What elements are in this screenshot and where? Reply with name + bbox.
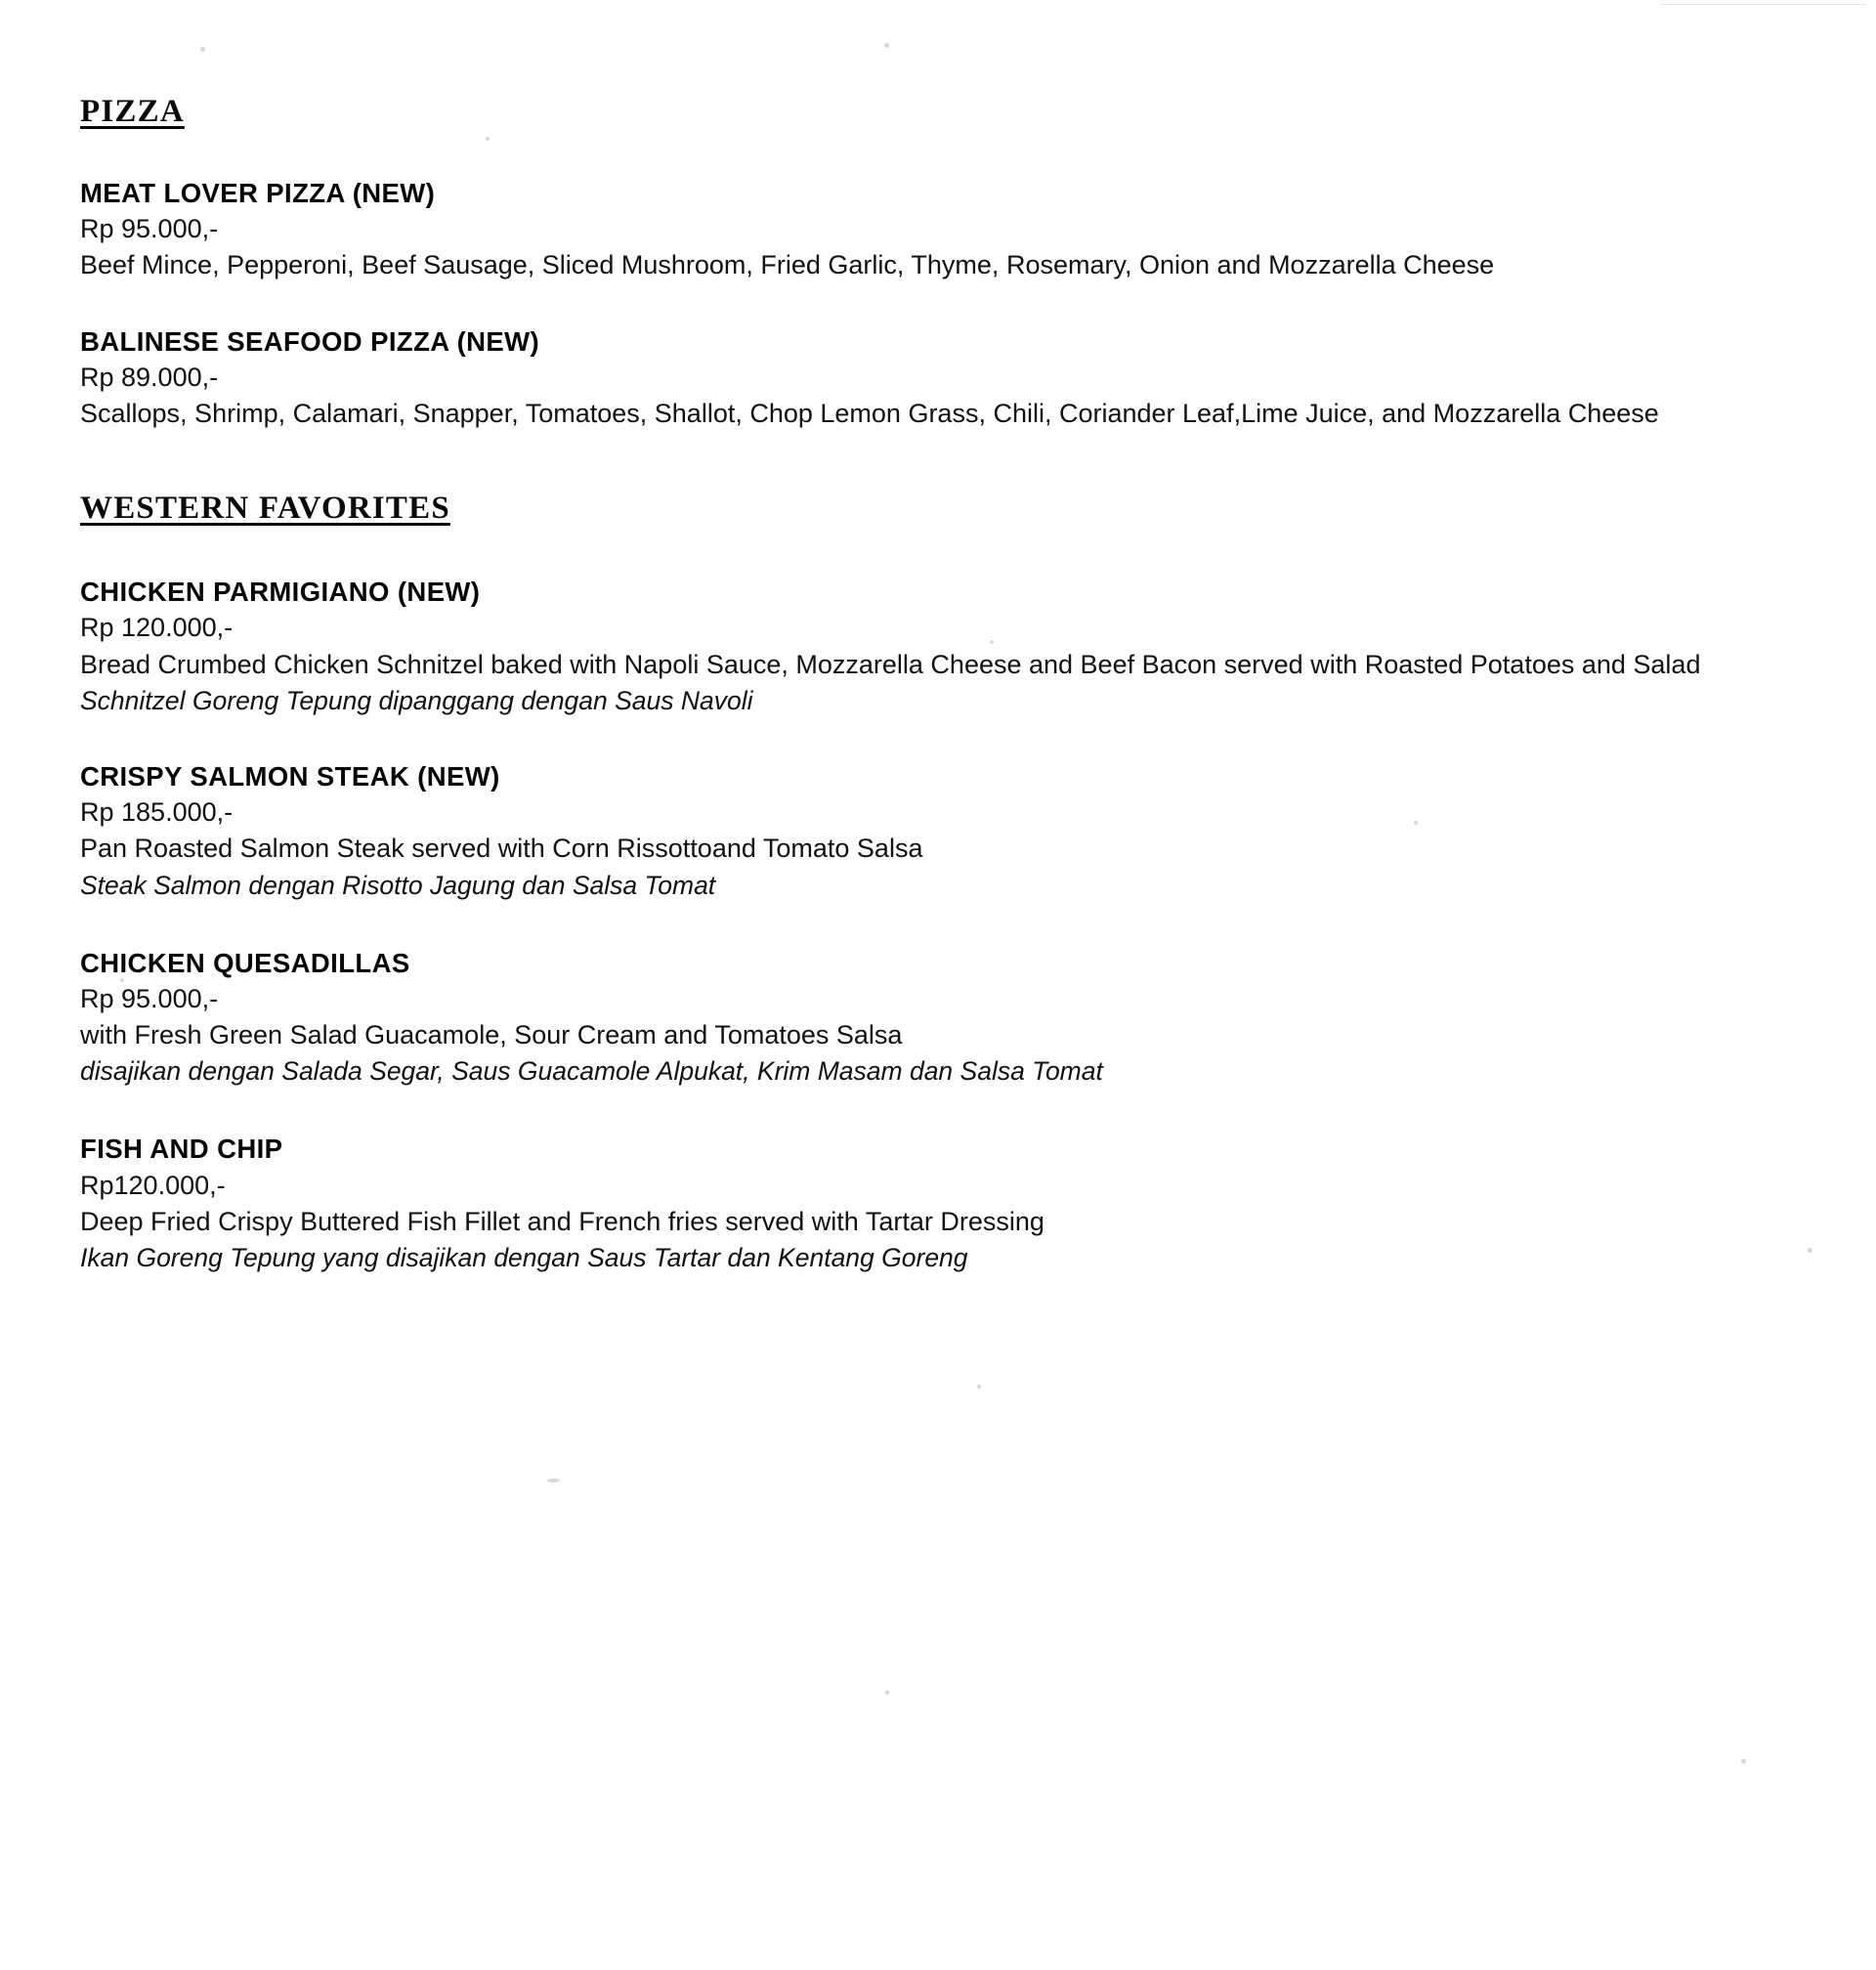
menu-item-description-indonesian: disajikan dengan Salada Segar, Saus Guacamole Alpukat, Krim Masam dan Salsa Tomat: [80, 1056, 1103, 1087]
menu-item: [80, 945, 1800, 1091]
menu-item-description: Pan Roasted Salmon Steak served with Corn Rissottoand Tomato Salsa: [80, 834, 923, 864]
menu-item-price: Rp 89.000,-: [80, 362, 219, 392]
menu-item-price: Rp 95.000,-: [80, 983, 219, 1013]
scan-speck: [977, 1385, 981, 1389]
menu-item-description: Scallops, Shrimp, Calamari, Snapper, Tomatoes, Shallot, Chop Lemon Grass, Chili, Coriander Leaf,Lime Juice, and Mozzarella Cheese: [80, 399, 1659, 428]
menu-item-name: CHICKEN QUESADILLAS: [80, 947, 410, 978]
menu-item: [80, 1131, 1800, 1276]
menu-item-name: BALINESE SEAFOOD PIZZA (NEW): [80, 325, 540, 357]
menu-item-description: Beef Mince, Pepperoni, Beef Sausage, Sliced Mushroom, Fried Garlic, Thyme, Rosemary, Onion and Mozzarella Cheese: [80, 250, 1495, 280]
scan-speck: [200, 47, 205, 52]
menu-item-name: CRISPY SALMON STEAK (NEW): [80, 760, 500, 792]
menu-item-description-indonesian: Ikan Goreng Tepung yang disajikan dengan Saus Tartar dan Kentang Goreng: [80, 1243, 968, 1273]
scan-speck: [1808, 1248, 1812, 1253]
section-heading-western-favorites: WESTERN FAVORITES: [80, 491, 450, 527]
menu-item: [80, 574, 1800, 719]
menu-item-description-indonesian: Steak Salmon dengan Risotto Jagung dan Salsa Tomat: [80, 870, 716, 900]
scan-speck: [1741, 1759, 1746, 1764]
menu-item: [80, 175, 1800, 284]
menu-item-price: Rp 120.000,-: [80, 613, 234, 643]
menu-item-description: Deep Fried Crispy Buttered Fish Fillet and French fries served with Tartar Dressing: [80, 1206, 1045, 1236]
section-pizza-heading-wrap: [80, 94, 1800, 130]
menu-item-name: CHICKEN PARMIGIANO (NEW): [80, 577, 481, 608]
menu-item-price: Rp 185.000,-: [80, 797, 234, 828]
scan-speck: [547, 1478, 560, 1482]
scan-artifact-line: [1661, 4, 1866, 5]
menu-item: [80, 323, 1800, 433]
menu-item-price: Rp 95.000,-: [80, 214, 219, 244]
menu-item-name: FISH AND CHIP: [80, 1134, 283, 1165]
scan-speck: [884, 43, 889, 48]
section-heading-pizza: PIZZA: [80, 94, 185, 129]
scan-speck: [885, 1691, 889, 1694]
menu-item-description-indonesian: Schnitzel Goreng Tepung dipanggang dengan Saus Navoli: [80, 685, 753, 715]
menu-item-description: with Fresh Green Salad Guacamole, Sour Cream and Tomatoes Salsa: [80, 1020, 903, 1050]
menu-item-description: Bread Crumbed Chicken Schnitzel baked with Napoli Sauce, Mozzarella Cheese and Beef Bacon served with Roasted Potatoes and Salad: [80, 649, 1701, 679]
menu-item: [80, 758, 1800, 904]
menu-content: [80, 94, 1800, 1315]
menu-item-name: MEAT LOVER PIZZA (NEW): [80, 178, 436, 208]
menu-item-price: Rp120.000,-: [80, 1170, 226, 1200]
section-western-favorites-heading-wrap: [80, 491, 1800, 527]
